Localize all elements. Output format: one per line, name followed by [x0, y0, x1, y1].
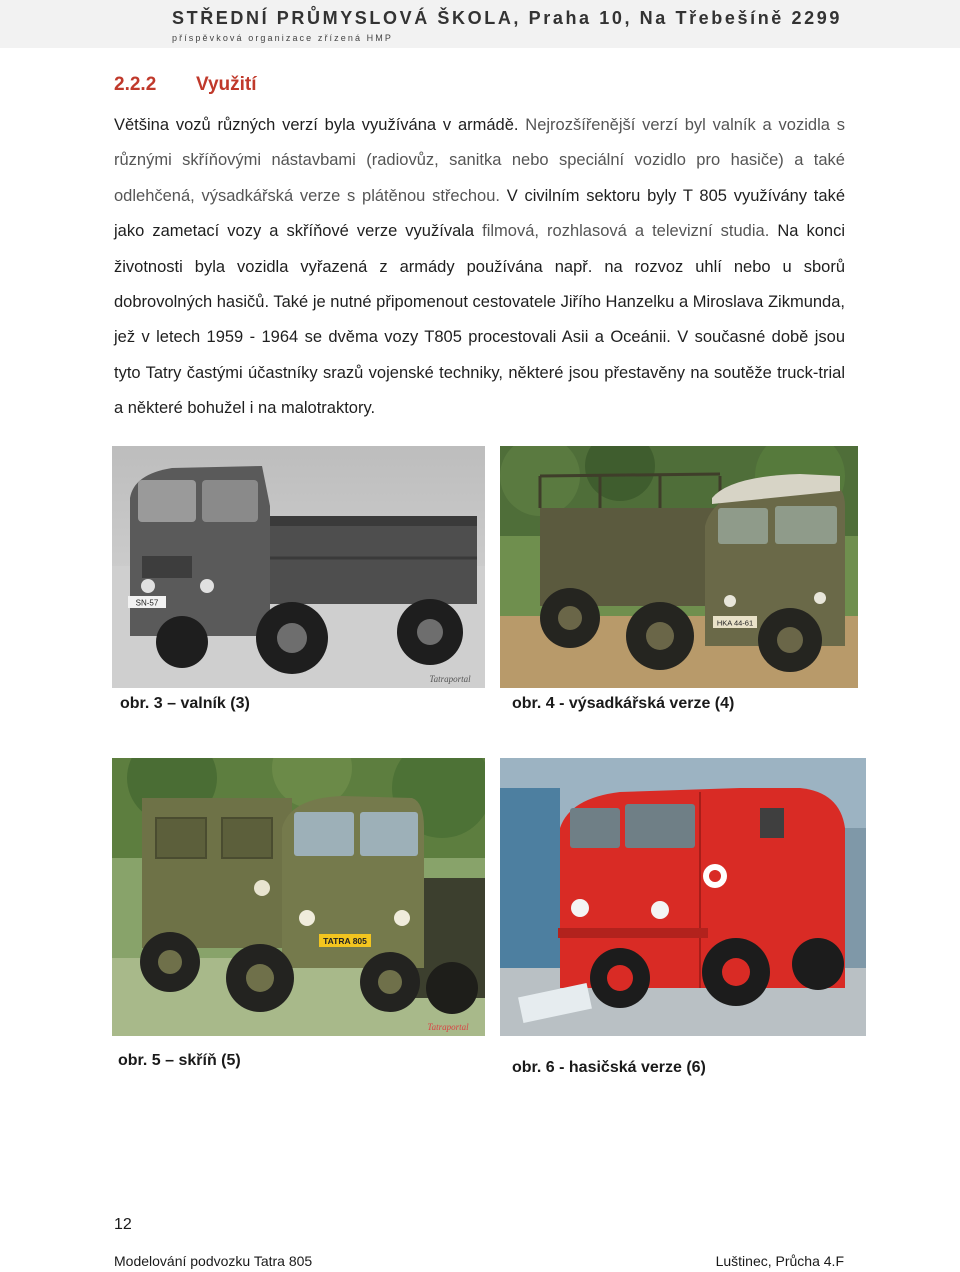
- body-part-1: Většina vozů různých verzí byla využívána v armádě.: [114, 116, 519, 134]
- plate-text-fig5: TATRA 805: [323, 936, 367, 946]
- section-title: Využití: [196, 74, 257, 95]
- footer-authors: Luštinec, Průcha 4.F: [715, 1253, 844, 1269]
- caption-fig6: obr. 6 - hasičská verze (6): [512, 1059, 706, 1076]
- plate-text-fig4: HKA 44-61: [716, 618, 754, 628]
- school-name: STŘEDNÍ PRŮMYSLOVÁ ŠKOLA, Praha 10, Na Třebešíně 2299: [172, 8, 842, 28]
- photo-flatbed-truck: [112, 446, 485, 688]
- body-paragraph: [114, 108, 845, 427]
- watermark-fig3: Tatraportal: [429, 674, 471, 684]
- page-number: 12: [114, 1216, 132, 1233]
- photo-fire-truck: [500, 758, 866, 1036]
- photo-box-truck: [112, 758, 485, 1036]
- photo-paratrooper-truck: [500, 446, 858, 688]
- body-part-3: V civilním sektoru byly T 805 využívány také jako zametací vozy a skříňové verze využívala: [114, 186, 845, 241]
- section-number: 2.2.2: [114, 74, 157, 95]
- plate-text-fig3: SN-57: [135, 598, 159, 608]
- footer-title: Modelování podvozku Tatra 805: [114, 1253, 313, 1269]
- caption-fig3: obr. 3 – valník (3): [120, 695, 250, 712]
- body-part-2: Nejrozšířenější verzí byl valník a vozidla s různými skříňovými nástavbami (radiovůz, sanitka nebo speciální vozidlo pro hasiče) a také odlehčená, výsadkářská verze s plátěnou střechou.: [114, 116, 845, 205]
- body-part-4: filmová, rozhlasová a televizní studia.: [482, 222, 770, 241]
- watermark-fig5: Tatraportal: [427, 1022, 469, 1032]
- school-subtitle: příspěvková organizace zřízená HMP: [172, 33, 393, 43]
- caption-fig4: obr. 4 - výsadkářská verze (4): [512, 695, 735, 712]
- section-heading: [114, 74, 257, 96]
- caption-fig5: obr. 5 – skříň (5): [118, 1052, 241, 1069]
- body-part-5: Na konci životnosti byla vozidla vyřazená z armády používána např. na rozvoz uhlí nebo u sborů dobrovolných hasičů. Také je nutné připomenout cestovatele Jiřího Hanzelku a Miroslava Zikmunda, jež v letech 1959 - 1964 se dvěma vozy T805 procestovali Asii a Oceánii. V současné době jsou tyto Tatry častými účastníky srazů vojenské techniky, některé jsou přestavěny na soutěže truck-trial a některé bohužel i na malotraktory.: [114, 222, 846, 418]
